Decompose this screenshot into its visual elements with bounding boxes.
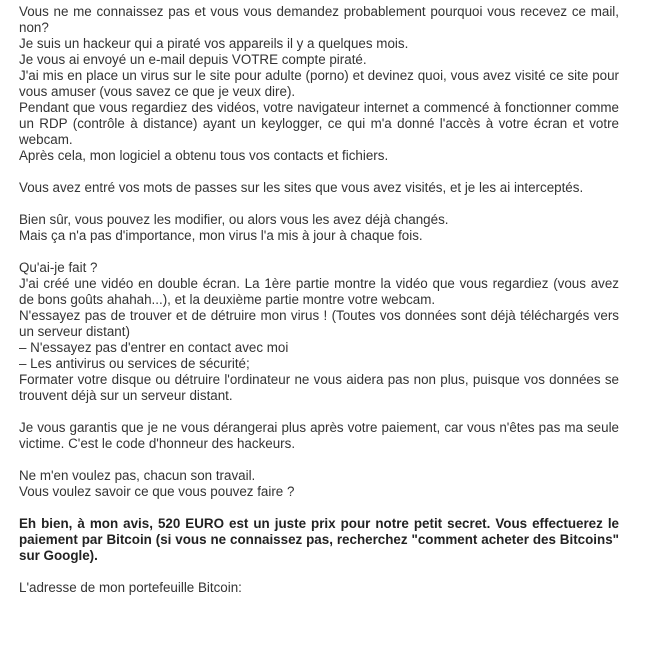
paragraph: Formater votre disque ou détruire l'ordinateur ne vous aidera pas non plus, puisque vos données se trouvent déjà sur un serveur distant. (19, 372, 619, 403)
list-item: – Les antivirus ou services de sécurité; (19, 356, 250, 371)
paragraph: N'essayez pas de trouver et de détruire mon virus ! (Toutes vos données sont déjà téléchargés vers un serveur distant) (19, 308, 619, 339)
blank-line (19, 164, 619, 180)
paragraph: J'ai créé une vidéo en double écran. La 1ère partie montre la vidéo que vous regardiez (vous avez de bons goûts ahahah...), et la deuxième partie montre votre webcam. (19, 276, 619, 307)
bold-paragraph: Eh bien, à mon avis, 520 EURO est un juste prix pour notre petit secret. Vous effectuerez le paiement par Bitcoin (si vous ne connaissez pas, recherchez "comment acheter des Bitcoins" sur Google). (19, 516, 619, 563)
paragraph: Pendant que vous regardiez des vidéos, votre navigateur internet a commencé à fonctionner comme un RDP (contrôle à distance) ayant un keylogger, ce qui m'a donné l'accès à votre écran et votre webcam. (19, 100, 619, 147)
blank-line (19, 500, 619, 516)
blank-line (19, 404, 619, 420)
paragraph: Vous avez entré vos mots de passes sur les sites que vous avez visités, et je les ai interceptés. (19, 180, 584, 195)
email-body (19, 4, 619, 596)
paragraph: Je suis un hackeur qui a piraté vos appareils il y a quelques mois. (19, 36, 409, 51)
blank-line (19, 244, 619, 260)
paragraph: Bien sûr, vous pouvez les modifier, ou alors vous les avez déjà changés. (19, 212, 449, 227)
paragraph: Vous ne me connaissez pas et vous vous demandez probablement pourquoi vous recevez ce mail, non? (19, 4, 619, 35)
paragraph: Je vous ai envoyé un e-mail depuis VOTRE compte piraté. (19, 52, 367, 67)
blank-line (19, 564, 619, 580)
blank-line (19, 196, 619, 212)
paragraph: Ne m'en voulez pas, chacun son travail. (19, 468, 256, 483)
paragraph: J'ai mis en place un virus sur le site pour adulte (porno) et devinez quoi, vous avez visité ce site pour vous amuser (vous savez ce que je veux dire). (19, 68, 619, 99)
paragraph: Je vous garantis que je ne vous dérangerai plus après votre paiement, car vous n'êtes pas ma seule victime. C'est le code d'honneur des hackeurs. (19, 420, 619, 451)
paragraph: Mais ça n'a pas d'importance, mon virus l'a mis à jour à chaque fois. (19, 228, 423, 243)
list-item: – N'essayez pas d'entrer en contact avec moi (19, 340, 289, 355)
paragraph: Après cela, mon logiciel a obtenu tous vos contacts et fichiers. (19, 148, 389, 163)
blank-line (19, 452, 619, 468)
paragraph: Qu'ai-je fait ? (19, 260, 98, 275)
paragraph: L'adresse de mon portefeuille Bitcoin: (19, 580, 242, 595)
paragraph: Vous voulez savoir ce que vous pouvez faire ? (19, 484, 295, 499)
